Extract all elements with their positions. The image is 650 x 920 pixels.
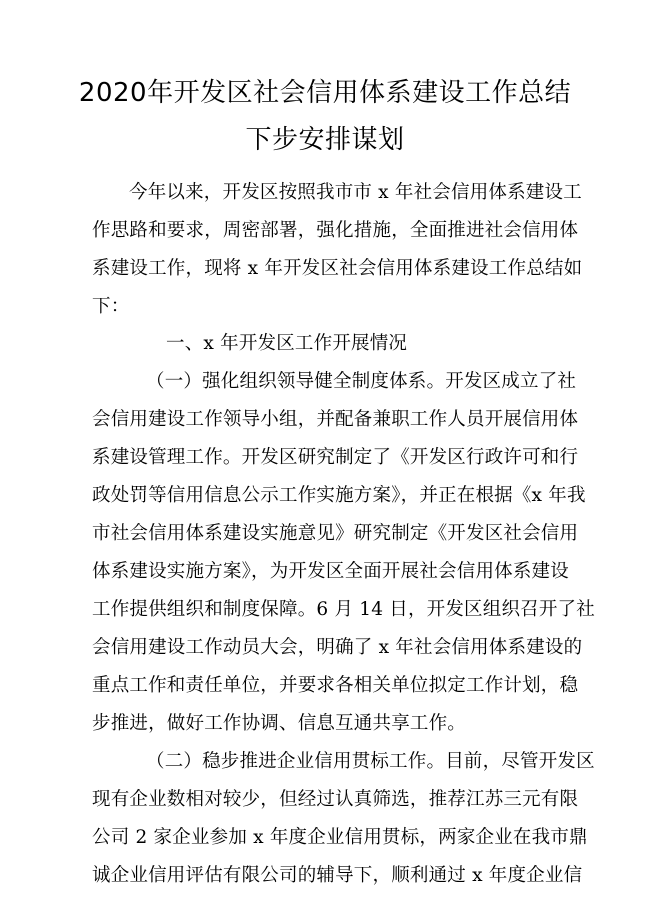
body-line: 作思路和要求，周密部署，强化措施，全面推进社会信用体 (92, 220, 579, 241)
subsection-heading-line: （一）强化组织领导健全制度体系。开发区成立了社 (146, 371, 577, 392)
body-line: 系建设管理工作。开发区研究制定了《开发区行政许可和行 (92, 447, 579, 468)
body-line: 诚企业信用评估有限公司的辅导下，顺利通过 x 年度企业信 (92, 865, 583, 886)
body-line: 下： (92, 296, 130, 317)
document-title-line-2: 下步安排谋划 (245, 125, 405, 155)
body-line: 公司 2 家企业参加 x 年度企业信用贯标，两家企业在我市鼎 (92, 827, 588, 848)
body-line: 步推进，做好工作协调、信息互通共享工作。 (92, 713, 467, 734)
body-line: 政处罚等信用信息公示工作实施方案》，并正在根据《x 年我 (92, 485, 586, 506)
body-line: 工作提供组织和制度保障。6 月 14 日，开发区组织召开了社 (92, 599, 595, 620)
subsection-heading-line: （二）稳步推进企业信用贯标工作。目前，尽管开发区 (146, 751, 595, 772)
body-line: 系建设工作，现将 x 年开发区社会信用体系建设工作总结如 (92, 258, 583, 279)
body-line: 体系建设实施方案》，为开发区全面开展社会信用体系建设 (92, 561, 569, 582)
body-line: 现有企业数相对较少，但经过认真筛选，推荐江苏三元有限 (92, 789, 579, 810)
body-line: 今年以来，开发区按照我市市 x 年社会信用体系建设工 (129, 182, 582, 203)
document-title-line-1: 2020年开发区社会信用体系建设工作总结 (78, 78, 572, 108)
body-line: 会信用建设工作动员大会，明确了 x 年社会信用体系建设的 (92, 637, 583, 658)
body-line: 市社会信用体系建设实施意见》研究制定《开发区社会信用 (92, 523, 579, 544)
section-heading: 一、x 年开发区工作开展情况 (166, 333, 408, 354)
body-line: 会信用建设工作领导小组，并配备兼职工作人员开展信用体 (92, 409, 579, 430)
body-line: 重点工作和责任单位，并要求各相关单位拟定工作计划，稳 (92, 675, 579, 696)
